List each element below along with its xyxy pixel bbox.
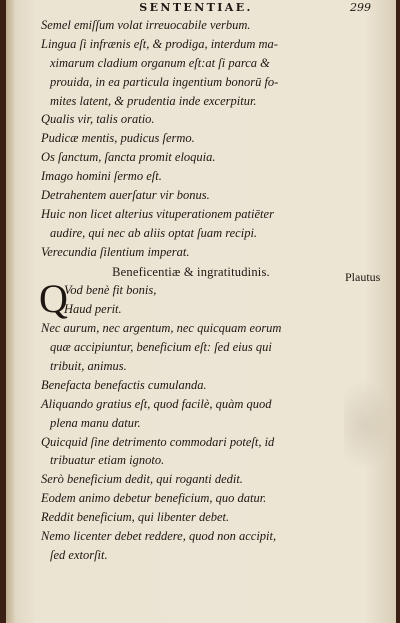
text-line: Serò beneficium dedit, qui roganti dedit. [41,472,243,487]
book-page [6,0,396,623]
page-number: 299 [350,1,371,14]
text-line: Nemo licenter debet reddere, quod non accipit, [41,529,277,544]
running-head: SENTENTIAE. [139,1,253,14]
page-gutter-shadow [6,0,16,623]
text-line: mites latent, & prudentia inde excerpitur. [50,93,257,108]
sentences-block-benefits [41,319,341,565]
text-line: Eodem animo debetur beneficium, quo datur. [41,491,267,506]
sentences-block-speech [41,16,341,262]
ink-bleed-through [344,380,394,470]
text-line: Huic non licet alterius vituperationem patiēter [41,206,274,221]
margin-note: Plautus [345,270,381,284]
text-line: ximarum cladium organum eſt:at ſi parca & [50,55,270,70]
dropcap-paragraph [39,276,341,322]
text-line: Reddit beneficium, qui libenter debet. [41,510,230,525]
text-line: Benefacta benefactis cumulanda. [41,377,207,392]
text-line: Pudicæ mentis, pudicus ſermo. [41,131,195,146]
text-line: Quicquid ſine detrimento commodari poteſt, id [41,434,275,449]
text-line: Aliquando gratius eſt, quod facilè, quàm quod [41,396,272,411]
text-line: Detrahentem auerſatur vir bonus. [41,188,210,203]
text-line: Verecundia ſilentium imperat. [41,244,190,259]
text-line: tribuatur etiam ignoto. [50,453,165,468]
text-line: Semel emiſſum volat irreuocabile verbum. [41,18,251,32]
text-line: audire, qui nec ab aliis optat ſuam recipi. [50,225,258,240]
dropcap-letter: Q [39,276,68,322]
text-line: Imago homini ſermo eſt. [41,169,162,184]
text-line: plena manu datur. [50,415,141,430]
dropcap-line-text: Haud perit. [64,302,122,317]
section-heading: Beneficentiæ & ingratitudinis. [112,264,270,279]
text-line: prouida, in ea particula ingentium bonorū fo- [50,74,279,89]
dropcap-line-text: Vod benè fit bonis, [64,283,157,298]
text-line: Lingua ſi infrænis eſt, & prodiga, interdum ma- [41,36,278,51]
page-body [41,16,341,565]
text-line: quæ accipiuntur, beneficium eſt: ſed eius qui [50,340,272,355]
text-line: Qualis vir, talis oratio. [41,112,155,127]
text-line: tribuit, animus. [50,359,127,374]
dropcap-line-2 [41,300,341,319]
text-line: Nec aurum, nec argentum, nec quicquam eorum [41,321,282,336]
text-line: ſed extorſit. [50,547,108,562]
text-line: Os ſanctum, ſancta promit eloquia. [41,150,216,165]
